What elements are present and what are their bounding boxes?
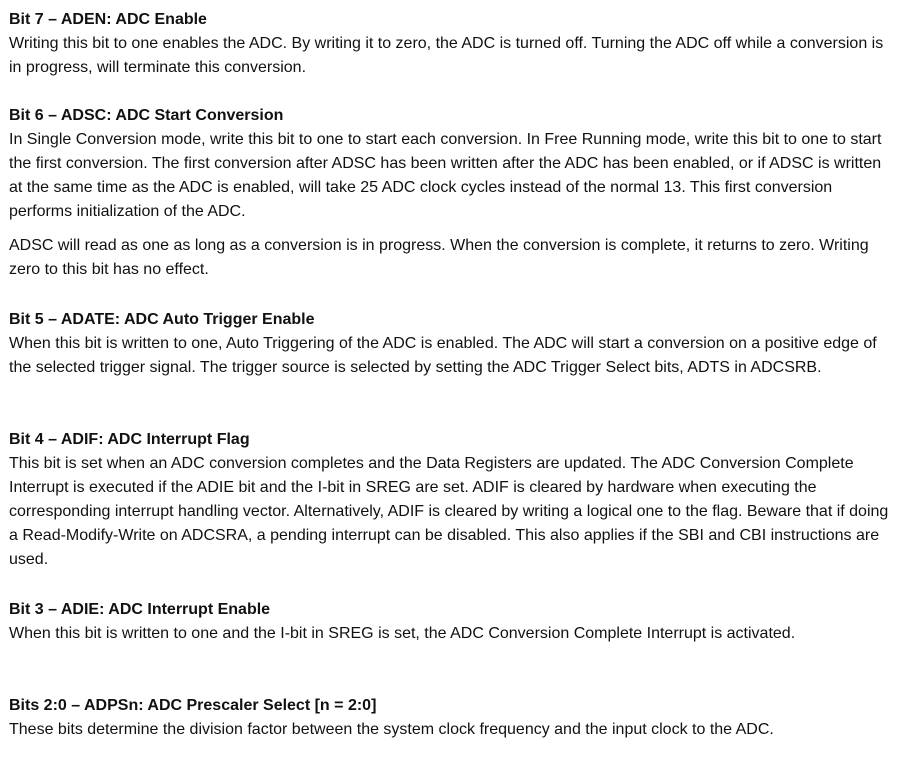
section-paragraph: These bits determine the division factor between the system clock frequency and the input clock to the ADC. — [9, 721, 774, 738]
section-paragraph: When this bit is written to one, Auto Triggering of the ADC is enabled. The ADC will start a conversion on a positive edge of the selected trigger signal. The trigger source is selected by setting the ADC Trigger Select bits, ADTS in ADCSRB. — [9, 335, 877, 376]
section-heading: Bit 4 – ADIF: ADC Interrupt Flag — [9, 431, 250, 448]
section-bits2-0-adps — [9, 694, 894, 742]
section-bit4-adif — [9, 428, 894, 572]
section-bit5-adate — [9, 308, 894, 380]
section-heading: Bit 6 – ADSC: ADC Start Conversion — [9, 107, 284, 124]
section-bit7-aden — [9, 8, 894, 80]
section-heading: Bit 3 – ADIE: ADC Interrupt Enable — [9, 601, 271, 618]
section-heading: Bits 2:0 – ADPSn: ADC Prescaler Select [n = 2:0] — [9, 697, 377, 714]
section-paragraph: This bit is set when an ADC conversion completes and the Data Registers are updated. The ADC Conversion Complete Interrupt is executed if the ADIE bit and the I-bit in SREG are set. ADIF is cleared by hardware when executing the corresponding interrupt handling vector. Alternatively, ADIF is cleared by writing a logical one to the flag. Beware that if doing a Read-Modify-Write on ADCSRA, a pending interrupt can be disabled. This also applies if the SBI and CBI instructions are used. — [9, 455, 889, 568]
section-bit3-adie — [9, 598, 894, 646]
section-heading: Bit 7 – ADEN: ADC Enable — [9, 11, 207, 28]
section-paragraph: When this bit is written to one and the I-bit in SREG is set, the ADC Conversion Complete Interrupt is activated. — [9, 625, 796, 642]
section-heading: Bit 5 – ADATE: ADC Auto Trigger Enable — [9, 311, 315, 328]
section-paragraph: ADSC will read as one as long as a conversion is in progress. When the conversion is complete, it returns to zero. Writing zero to this bit has no effect. — [9, 237, 869, 278]
section-paragraph: In Single Conversion mode, write this bit to one to start each conversion. In Free Running mode, write this bit to one to start the first conversion. The first conversion after ADSC has been written after the ADC has been enabled, or if ADSC is written at the same time as the ADC is enabled, will take 25 ADC clock cycles instead of the normal 13. This first conversion performs initialization of the ADC. — [9, 131, 882, 220]
section-bit6-adsc — [9, 104, 894, 282]
section-paragraph: Writing this bit to one enables the ADC. By writing it to zero, the ADC is turned off. Turning the ADC off while a conversion is in progress, will terminate this conversion. — [9, 35, 884, 76]
